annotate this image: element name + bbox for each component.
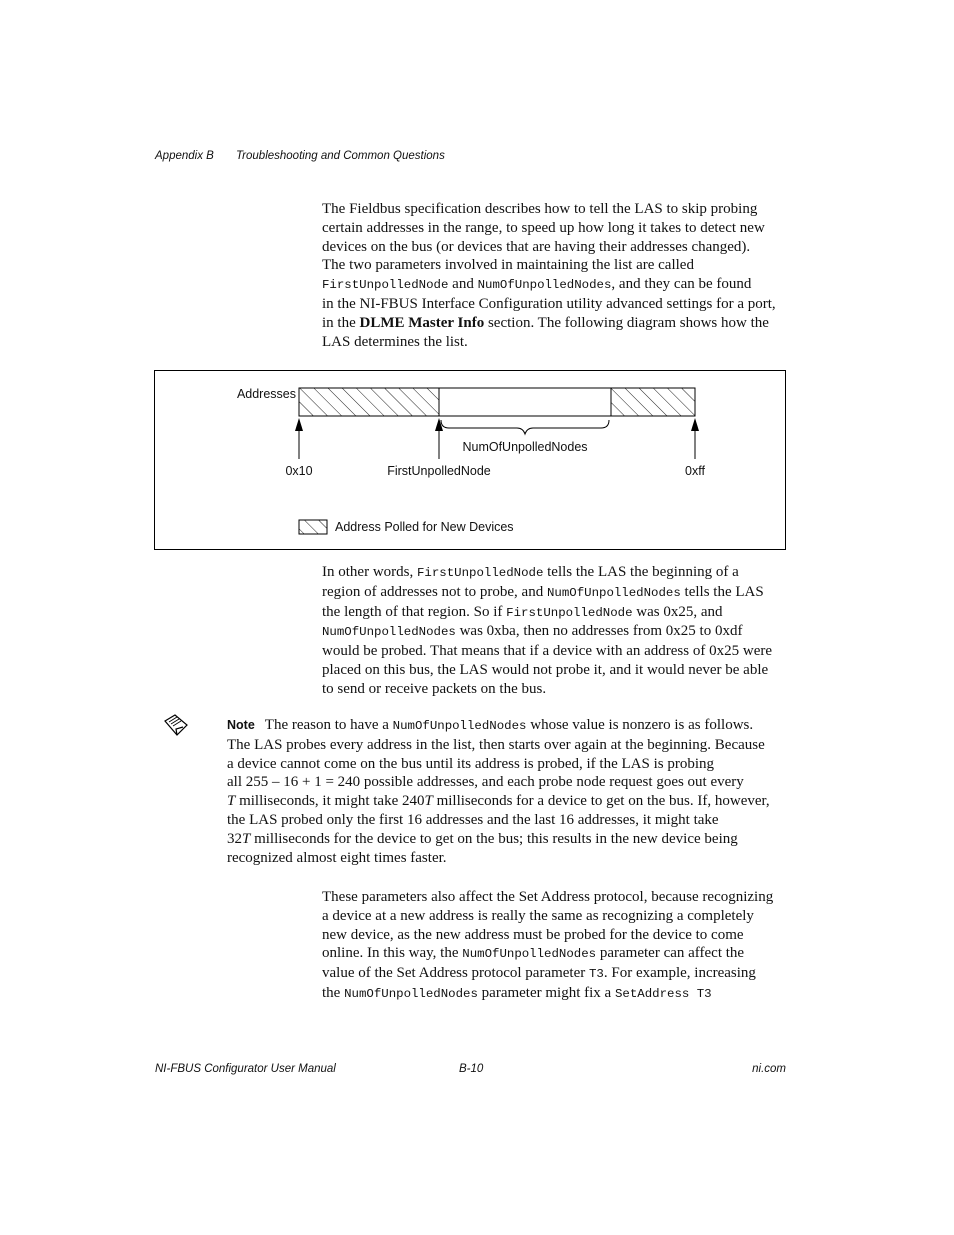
text-line: new device, as the new address must be probed for the device to come xyxy=(322,926,744,943)
text-line: to send or receive packets on the bus. xyxy=(322,680,547,697)
code-t3: T3 xyxy=(589,967,604,982)
text-fragment: milliseconds, it might take 240 xyxy=(235,793,425,810)
end-address-label: 0xff xyxy=(685,464,705,478)
text-line: The LAS probes every address in the list, then starts over again at the beginning. Because xyxy=(227,736,765,753)
polled-region-end xyxy=(611,388,695,416)
brace-icon xyxy=(441,420,609,434)
text-fragment: milliseconds for the device to get on the bus; this results in the new device being xyxy=(250,830,738,847)
paragraph-set-address xyxy=(322,888,792,1004)
text-fragment: parameter can affect the xyxy=(596,945,745,962)
code-setaddress-t3: SetAddress T3 xyxy=(614,986,712,1001)
text-line xyxy=(227,792,797,811)
text-fragment: in the xyxy=(322,314,360,331)
text-fragment: section. The following diagram shows how the xyxy=(484,314,769,331)
numofunpollednodes-label: NumOfUnpolledNodes xyxy=(462,440,588,454)
text-line: placed on this bus, the LAS would not probe it, and it would never be able xyxy=(322,661,769,678)
arrow-up-icon xyxy=(691,418,699,431)
text-fragment: milliseconds for a device to get on the bus. If, however, xyxy=(432,793,770,810)
text-line: certain addresses in the range, to speed up how long it takes to detect new xyxy=(322,219,765,236)
text-fragment: region of addresses not to probe, and xyxy=(322,583,547,600)
italic-t: T xyxy=(227,793,236,810)
text-fragment: and xyxy=(448,276,478,293)
polled-region-start xyxy=(299,388,439,416)
text-fragment: value of the Set Address protocol parameter xyxy=(322,965,589,982)
text-line: LAS determines the list. xyxy=(322,333,468,350)
footer-manual-title: NI-FBUS Configurator User Manual xyxy=(155,1063,336,1075)
footer-page-number: B-10 xyxy=(459,1063,484,1075)
text-fragment: the length of that region. So if xyxy=(322,603,507,620)
text-fragment: 32 xyxy=(227,830,242,847)
text-fragment: tells the LAS the beginning of a xyxy=(543,564,739,580)
text-line xyxy=(322,603,792,623)
text-line xyxy=(322,583,792,603)
text-line xyxy=(322,314,792,333)
text-line: The two parameters involved in maintaining the list are called xyxy=(322,257,694,274)
text-line xyxy=(322,964,792,984)
text-fragment: online. In this way, the xyxy=(322,945,463,962)
text-line: The Fieldbus specification describes how to tell the LAS to skip probing xyxy=(322,201,758,217)
text-fragment: In other words, xyxy=(322,564,417,580)
text-line xyxy=(322,275,792,295)
first-unpolled-label: FirstUnpolledNode xyxy=(387,464,491,478)
code-numofunpollednodes: NumOfUnpolledNodes xyxy=(322,625,456,640)
text-fragment: parameter might fix a xyxy=(477,984,615,1001)
text-line: a device at a new address is really the same as recognizing a completely xyxy=(322,907,754,924)
note-label: Note xyxy=(227,718,255,732)
legend-label: Address Polled for New Devices xyxy=(335,520,514,534)
note-block xyxy=(227,716,797,867)
text-line xyxy=(227,716,797,736)
start-address-label: 0x10 xyxy=(285,464,313,478)
text-fragment: The reason to have a xyxy=(264,717,393,733)
code-numofunpollednodes: NumOfUnpolledNodes xyxy=(477,278,612,293)
addresses-label: Addresses xyxy=(236,387,296,401)
code-numofunpollednodes: NumOfUnpolledNodes xyxy=(344,986,478,1001)
header-section-title: Troubleshooting and Common Questions xyxy=(236,150,445,162)
text-line: in the NI-FBUS Interface Configuration utility advanced settings for a port, xyxy=(322,295,776,312)
text-line xyxy=(322,944,792,964)
address-diagram xyxy=(154,370,786,550)
text-line xyxy=(322,984,792,1004)
italic-t: T xyxy=(242,830,251,847)
text-line: recognized almost eight times faster. xyxy=(227,849,447,866)
code-firstunpollednode: FirstUnpolledNode xyxy=(322,278,449,293)
unpolled-region xyxy=(439,388,611,416)
italic-t: T xyxy=(424,793,433,810)
code-firstunpollednode: FirstUnpolledNode xyxy=(416,566,544,580)
text-fragment: , and they can be found xyxy=(611,276,752,293)
text-line: the LAS probed only the first 16 addresses and the last 16 addresses, it might take xyxy=(227,811,719,828)
note-icon xyxy=(163,712,189,738)
paragraph-explanation xyxy=(322,563,792,699)
text-fragment: . For example, increasing xyxy=(603,965,756,982)
text-line: These parameters also affect the Set Address protocol, because recognizing xyxy=(322,889,774,905)
arrow-up-icon xyxy=(295,418,303,431)
text-line: a device cannot come on the bus until its address is probed, if the LAS is probing xyxy=(227,755,714,772)
text-fragment: was 0x25, and xyxy=(632,603,723,620)
text-line: devices on the bus (or devices that are having their addresses changed). xyxy=(322,238,751,255)
legend-swatch xyxy=(299,520,327,534)
text-fragment: whose value is nonzero is as follows. xyxy=(526,717,754,733)
code-numofunpollednodes: NumOfUnpolledNodes xyxy=(462,947,597,962)
bold-dlme-master-info: DLME Master Info xyxy=(359,314,485,331)
text-line: would be probed. That means that if a device with an address of 0x25 were xyxy=(322,643,772,660)
text-line: all 255 – 16 + 1 = 240 possible addresses, and each probe node request goes out every xyxy=(227,774,744,791)
text-fragment: the xyxy=(322,984,345,1001)
text-line xyxy=(322,622,792,642)
text-fragment: was 0xba, then no addresses from 0x25 to 0xdf xyxy=(455,623,743,640)
text-line xyxy=(227,830,797,849)
text-fragment: tells the LAS xyxy=(680,583,764,600)
text-line xyxy=(322,563,792,583)
code-numofunpollednodes: NumOfUnpolledNodes xyxy=(392,719,527,733)
footer-website: ni.com xyxy=(752,1063,786,1075)
header-appendix: Appendix B xyxy=(155,150,214,162)
code-firstunpollednode: FirstUnpolledNode xyxy=(506,605,633,620)
paragraph-intro xyxy=(322,200,792,351)
code-numofunpollednodes: NumOfUnpolledNodes xyxy=(546,585,681,600)
address-diagram-svg xyxy=(155,371,785,549)
